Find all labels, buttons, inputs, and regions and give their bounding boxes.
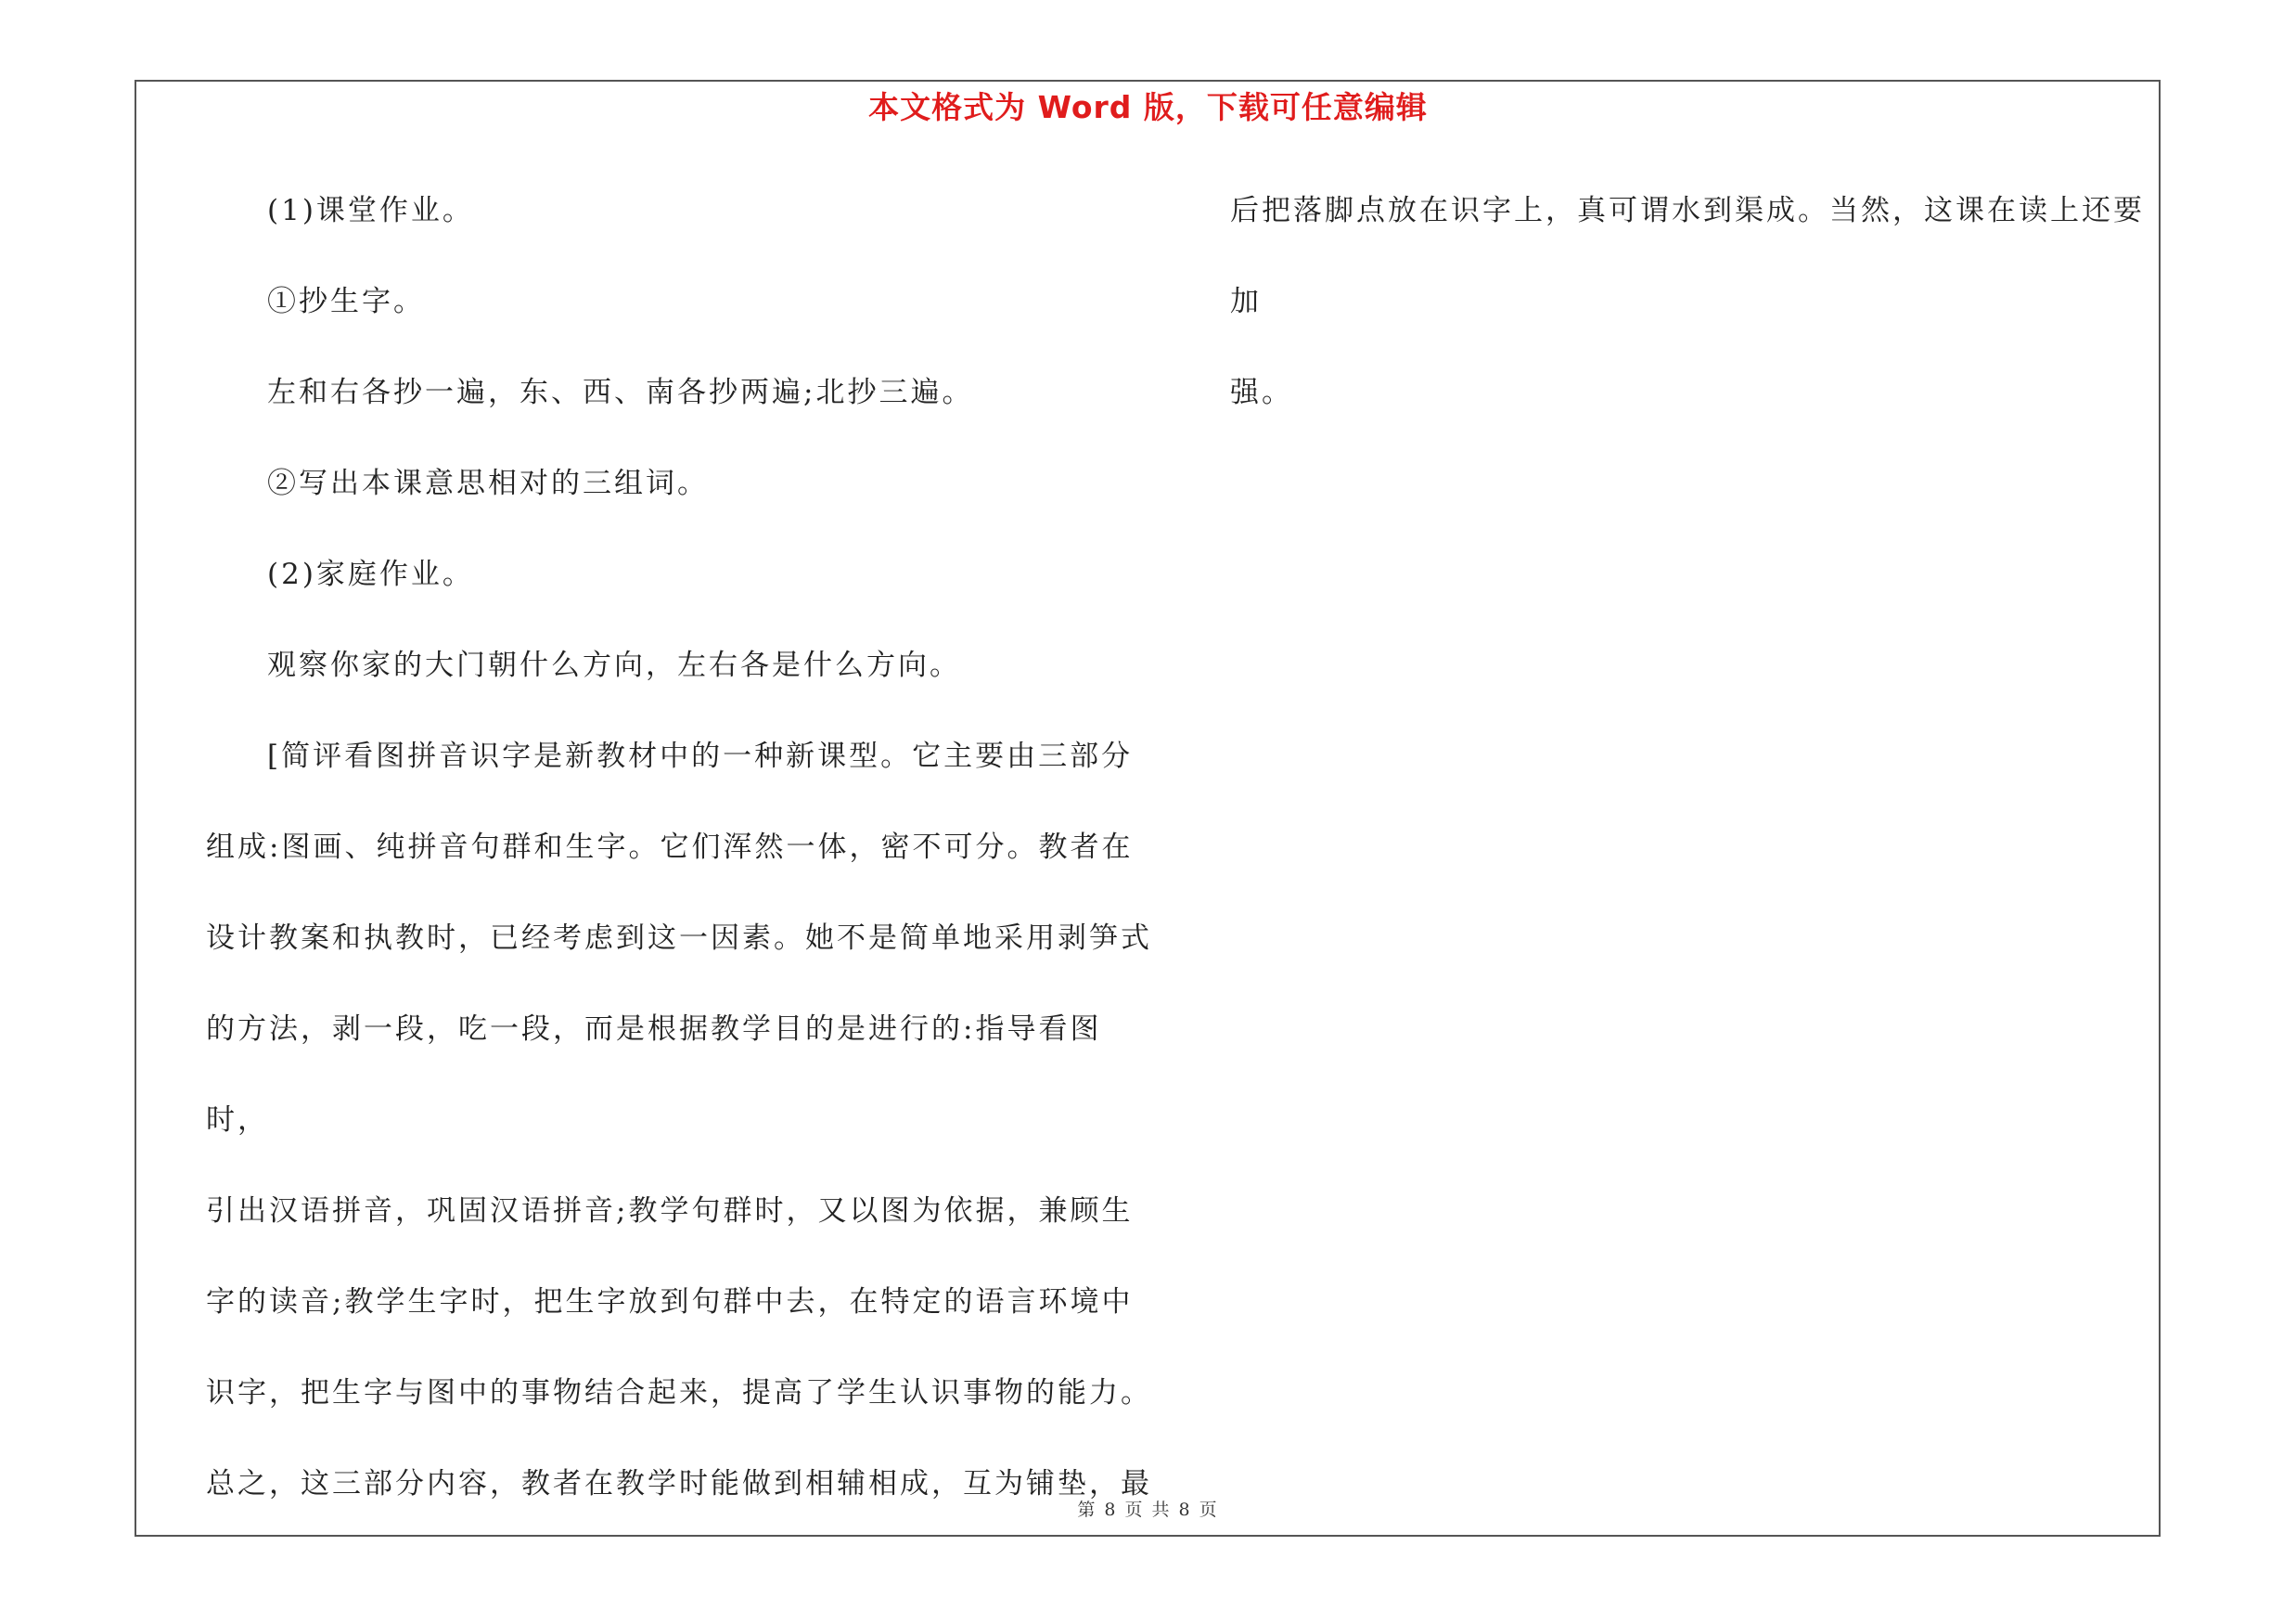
review-line: 组成:图画、纯拼音句群和生字。它们浑然一体，密不可分。教者在 xyxy=(206,831,1134,864)
paragraph: ②写出本课意思相对的三组词。 xyxy=(267,467,709,500)
paragraph: 左和右各抄一遍，东、西、南各抄两遍;北抄三遍。 xyxy=(267,376,974,409)
continued-line: 后把落脚点放在识字上，真可谓水到渠成。当然，这课在读上还要加 xyxy=(1230,194,2145,318)
word-format-banner: 本文格式为 Word 版，下载可任意编辑 xyxy=(868,89,1428,125)
review-line: 识字，把生字与图中的事物结合起来，提高了学生认识事物的能力。 xyxy=(206,1376,1152,1410)
left-column xyxy=(206,165,1152,1529)
review-line: 总之，这三部分内容，教者在教学时能做到相辅相成，互为铺垫，最 xyxy=(206,1467,1152,1501)
review-line: 引出汉语拼音，巩固汉语拼音;教学句群时，又以图为依据，兼顾生 xyxy=(206,1194,1134,1228)
continued-line: 强。 xyxy=(1230,376,1293,409)
review-line: 的方法，剥一段，吃一段，而是根据教学目的是进行的:指导看图时， xyxy=(206,1012,1102,1137)
paragraph: ①抄生字。 xyxy=(267,285,425,318)
review-line: 字的读音;教学生字时，把生字放到句群中去，在特定的语言环境中 xyxy=(206,1285,1134,1319)
review-line: [简评看图拼音识字是新教材中的一种新课型。它主要由三部分 xyxy=(267,740,1134,773)
right-column xyxy=(1230,165,2158,438)
paragraph: 观察你家的大门朝什么方向，左右各是什么方向。 xyxy=(267,649,961,682)
page-number-footer: 第 8 页 共 8 页 xyxy=(1077,1500,1219,1520)
paragraph: (2)家庭作业。 xyxy=(267,558,474,591)
paragraph: (1)课堂作业。 xyxy=(267,194,474,227)
review-line: 设计教案和执教时，已经考虑到这一因素。她不是简单地采用剥笋式 xyxy=(206,921,1152,955)
